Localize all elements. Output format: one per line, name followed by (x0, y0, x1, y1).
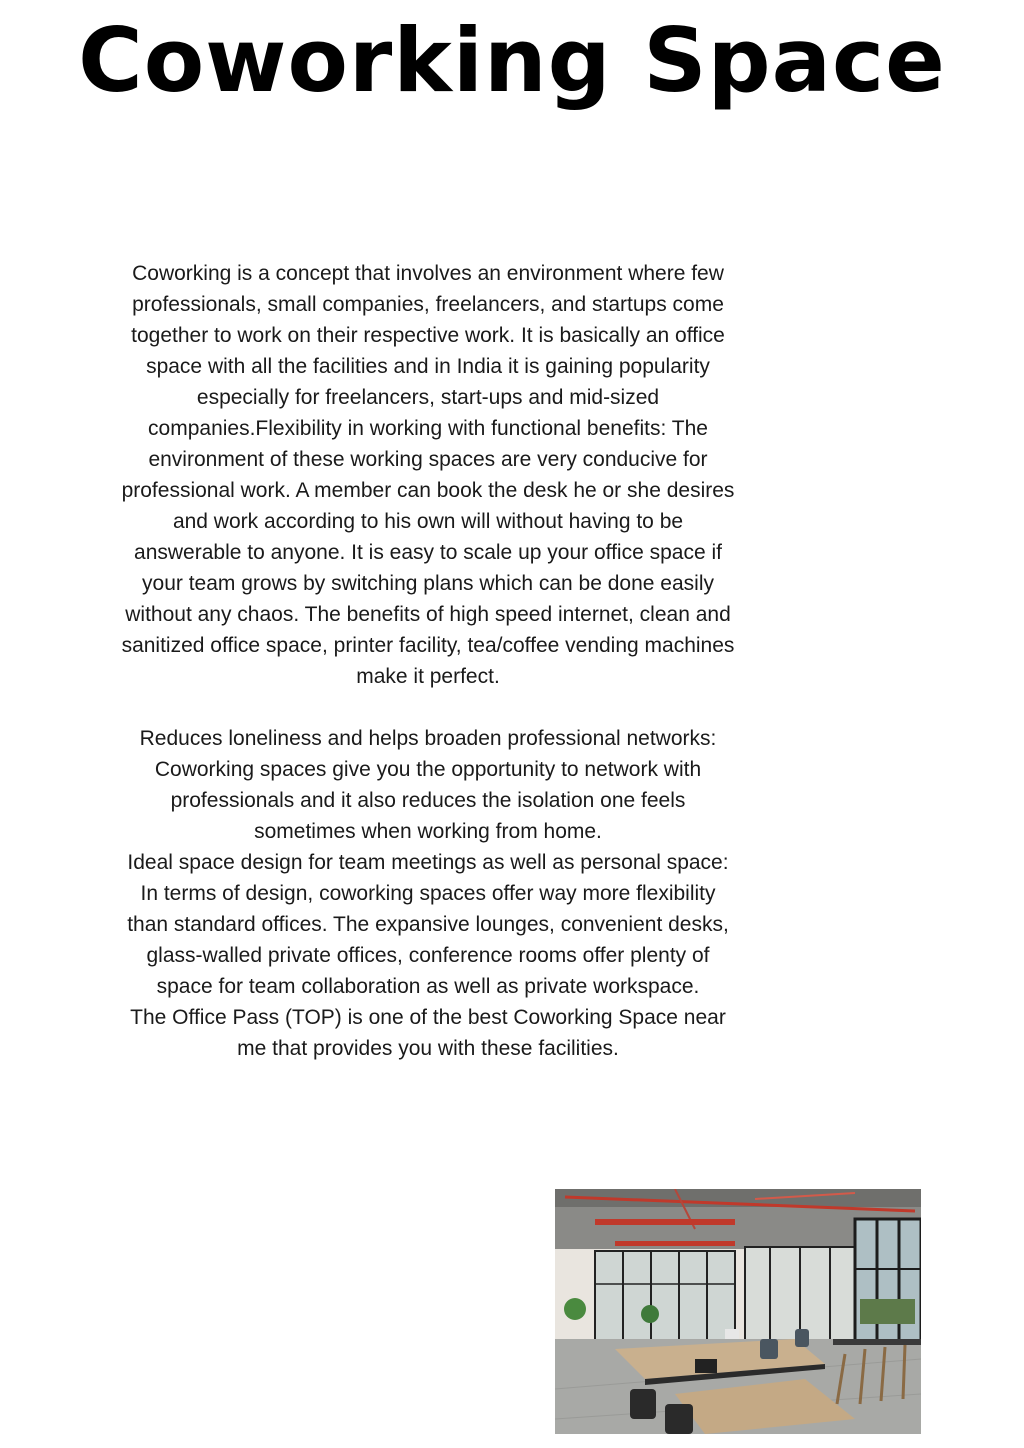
office-interior-photo (555, 1189, 921, 1434)
body-text (120, 258, 736, 1064)
paragraph-spacer (120, 692, 736, 723)
paragraph-design: Ideal space design for team meetings as well as personal space: In terms of design, coworking spaces offer way more flexibility than standard offices. The expansive lounges, convenient desks, glass-walled private offices, conference rooms offer plenty of space for team collaboration as well as private workspace. (127, 851, 729, 998)
paragraph-office-pass: The Office Pass (TOP) is one of the best Coworking Space near me that provides you with these facilities. (130, 1006, 726, 1060)
paragraph-networking: Reduces loneliness and helps broaden professional networks: Coworking spaces give you the opportunity to network with professionals and it also reduces the isolation one feels sometimes when working from home. (139, 727, 717, 843)
paragraph-intro: Coworking is a concept that involves an environment where few professionals, small companies, freelancers, and startups come together to work on their respective work. It is basically an office space with all the facilities and in India it is gaining popularity especially for freelancers, start-ups and mid-sized companies.Flexibility in working with functional benefits: The environment of these working spaces are very conducive for professional work. A member can book the desk he or she desires and work according to his own will without having to be answerable to anyone. It is easy to scale up your office space if your team grows by switching plans which can be done easily without any chaos. The benefits of high speed internet, clean and sanitized office space, printer facility, tea/coffee vending machines make it perfect. (121, 262, 735, 688)
page-title: Coworking Space (78, 9, 946, 112)
